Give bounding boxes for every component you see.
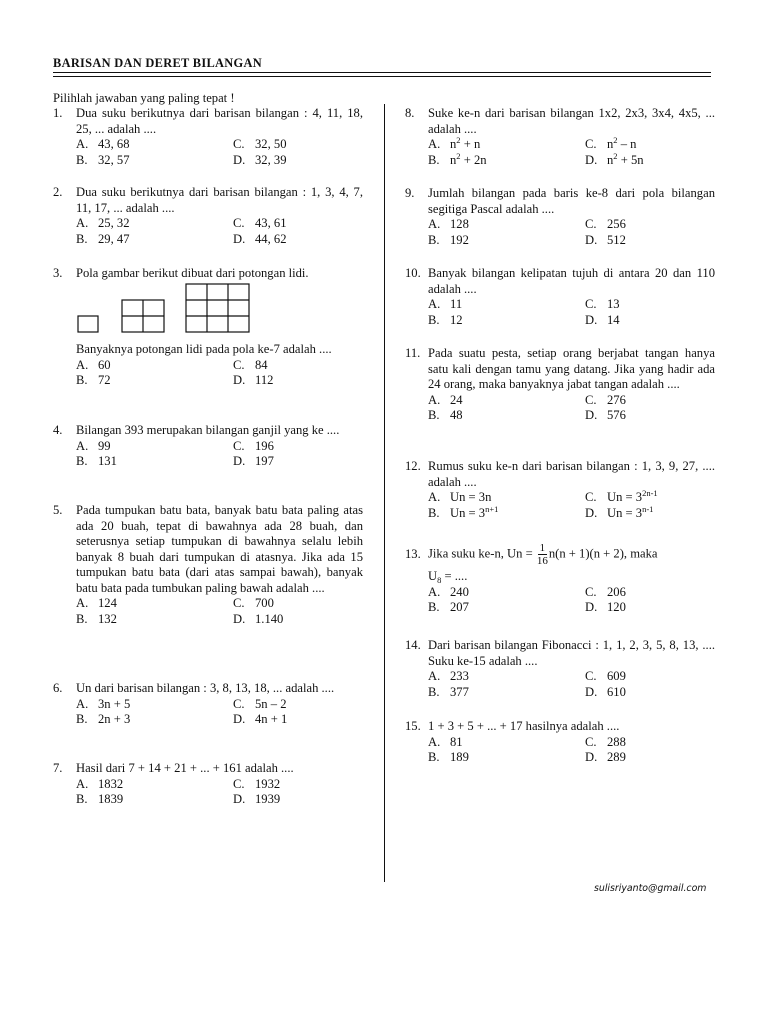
question-number: 2. <box>53 185 63 199</box>
question-number: 12. <box>405 459 421 473</box>
option-a[interactable]: A. 60 <box>76 357 111 372</box>
question-text: Dua suku berikutnya dari barisan bilangan : 1, 3, 4, 7, 11, 17, ... adalah .... <box>76 185 363 215</box>
option-c[interactable]: C. 700 <box>233 596 274 610</box>
option-d[interactable]: D. 610 <box>585 684 626 699</box>
option-d[interactable]: D. 197 <box>233 454 274 468</box>
option-c[interactable]: C. $n^2$ – n <box>585 135 637 151</box>
option-b[interactable]: B. 1839 <box>76 792 124 806</box>
option-c[interactable]: C. 206 <box>585 584 626 599</box>
option-a[interactable]: A. 3n + 5 <box>76 696 131 711</box>
page-title: BARISAN DAN DERET BILANGAN <box>53 56 262 70</box>
option-a[interactable]: A. $n^2 + n$ <box>428 135 481 151</box>
option-a[interactable]: A. 81 <box>428 734 463 749</box>
option-b[interactable]: B. 2n + 3 <box>76 712 131 726</box>
pattern-3-grid <box>186 284 249 332</box>
question-6 <box>53 681 363 728</box>
pattern-1-square <box>78 316 98 332</box>
option-d[interactable]: D. 14 <box>585 312 620 327</box>
option-c[interactable]: C. 32, 50 <box>233 137 287 151</box>
option-a[interactable]: A. 233 <box>428 669 469 683</box>
question-number: 4. <box>53 423 63 437</box>
question-text: Rumus suku ke-n dari barisan bilangan : 1, 3, 9, 27, .... adalah .... <box>428 459 715 489</box>
question-number: 14. <box>405 638 421 652</box>
option-b[interactable]: B. $Un = 3^{n+1}$ <box>428 503 499 520</box>
question-5 <box>53 503 363 627</box>
option-c[interactable]: C. 5n – 2 <box>233 696 287 711</box>
question-10 <box>405 266 715 328</box>
question-text: Pola gambar berikut dibuat dari potongan lidi. <box>76 266 309 280</box>
question-8 <box>405 106 715 168</box>
option-b[interactable]: B. 131 <box>76 454 117 468</box>
option-c[interactable]: C. $Un = 3^{2n-1}$ <box>585 488 658 504</box>
question-text: Banyaknya potongan lidi pada pola ke-7 adalah .... <box>76 342 332 356</box>
question-3-continued <box>53 342 363 389</box>
option-b[interactable]: B. 377 <box>428 684 469 699</box>
option-d[interactable]: D. 576 <box>585 408 626 422</box>
option-b[interactable]: B. 132 <box>76 611 117 626</box>
option-a[interactable]: A. 11 <box>428 297 463 311</box>
option-c[interactable]: C. 288 <box>585 734 626 749</box>
title-divider-double <box>53 76 711 77</box>
question-text: Un dari barisan bilangan : 3, 8, 13, 18, ... adalah .... <box>76 681 335 695</box>
question-number: 5. <box>53 503 63 517</box>
option-c[interactable]: C. 276 <box>585 392 626 407</box>
question-number: 1. <box>53 106 63 120</box>
instruction-text: Pilihlah jawaban yang paling tepat ! <box>53 91 235 105</box>
question-14 <box>405 638 715 700</box>
option-b[interactable]: B. 12 <box>428 312 463 327</box>
option-c[interactable]: C. 196 <box>233 438 274 453</box>
question-3 <box>53 266 363 282</box>
option-b[interactable]: B. 189 <box>428 750 469 764</box>
option-d[interactable]: D. $n^2 + 5n$ <box>585 150 644 167</box>
question-1 <box>53 106 363 168</box>
option-c[interactable]: C. 13 <box>585 297 620 311</box>
question-number: 11. <box>405 346 421 360</box>
option-d[interactable]: D. 512 <box>585 232 626 247</box>
question-text-line2: $U_8$ = .... <box>428 569 468 585</box>
question-number: 6. <box>53 681 63 695</box>
question-number: 8. <box>405 106 415 120</box>
option-b[interactable]: B. 32, 57 <box>76 152 130 167</box>
option-c[interactable]: C. 84 <box>233 357 268 372</box>
option-d[interactable]: D. 44, 62 <box>233 231 287 246</box>
option-d[interactable]: D. 32, 39 <box>233 152 287 167</box>
option-d[interactable]: D. 1.140 <box>233 611 284 626</box>
option-c[interactable]: C. 43, 61 <box>233 216 287 230</box>
question-text: Jumlah bilangan pada baris ke-8 dari pola bilangan segitiga Pascal adalah .... <box>428 186 715 216</box>
fraction: $\frac{1}{16}$ <box>536 542 548 567</box>
option-b[interactable]: B. 192 <box>428 232 469 247</box>
question-13 <box>405 542 715 616</box>
question-7 <box>53 761 363 808</box>
question-number: 3. <box>53 266 63 280</box>
option-c[interactable]: C. 256 <box>585 217 626 231</box>
question-text: 1 + 3 + 5 + ... + 17 hasilnya adalah .... <box>428 719 620 733</box>
question-text: Hasil dari 7 + 14 + 21 + ... + 161 adalah .... <box>76 761 294 775</box>
option-d[interactable]: D. $Un = 3^{n-1}$ <box>585 503 654 520</box>
question-9 <box>405 186 715 248</box>
option-c[interactable]: C. 609 <box>585 669 626 683</box>
option-d[interactable]: D. 112 <box>233 373 274 387</box>
option-a[interactable]: A. 25, 32 <box>76 216 130 230</box>
option-d[interactable]: D. 120 <box>585 600 626 614</box>
question-number: 15. <box>405 719 421 733</box>
matchstick-pattern-figure <box>76 283 251 333</box>
option-b[interactable]: B. 207 <box>428 600 469 614</box>
question-text: Banyak bilangan kelipatan tujuh di antara 20 dan 110 adalah .... <box>428 266 715 296</box>
question-text: Suke ke-n dari barisan bilangan 1x2, 2x3, 3x4, 4x5, ... adalah .... <box>428 106 715 136</box>
option-a[interactable]: A. 240 <box>428 584 469 599</box>
option-d[interactable]: D. 289 <box>585 750 626 764</box>
option-a[interactable]: A. 99 <box>76 438 111 453</box>
option-b[interactable]: B. 72 <box>76 373 111 387</box>
question-number: 9. <box>405 186 415 200</box>
question-number: 13. <box>405 546 421 561</box>
option-b[interactable]: B. 29, 47 <box>76 231 130 246</box>
question-text: Jika suku ke-n, Un = $\frac{1}{16}$ n(n + 1)(n + 2), maka <box>428 542 658 567</box>
question-11 <box>405 346 715 424</box>
option-a[interactable]: A. 128 <box>428 217 469 231</box>
option-a[interactable]: A. 1832 <box>76 776 124 791</box>
question-15 <box>405 719 715 766</box>
option-d[interactable]: D. 4n + 1 <box>233 712 288 726</box>
option-a[interactable]: A. Un = 3n <box>428 490 492 504</box>
question-text: Pada tumpukan batu bata, banyak batu bata paling atas ada 20 buah, tepat di bawahnya ada 28 buah, dan seterusnya setiap tumpukan di bawahnya selalu lebih banyak 8 buah dari tumpukan di atasnya. Jika ada 15 tumpukan batu bata (dari atas sampai bawah), banyak batu bata pada tumbukan paling bawah adalah .... <box>76 503 363 595</box>
question-text: Pada suatu pesta, setiap orang berjabat tangan hanya satu kali dengan tamu yang datang. Jika yang hadir ada 24 orang, maka banyaknya jabat tangan adalah .... <box>428 346 715 391</box>
title-divider <box>53 72 711 73</box>
question-text: Bilangan 393 merupakan bilangan ganjil yang ke .... <box>76 423 340 437</box>
question-text: Dari barisan bilangan Fibonacci : 1, 1, 2, 3, 5, 8, 13, .... Suku ke-15 adalah .... <box>428 638 715 668</box>
question-12 <box>405 459 715 521</box>
option-c[interactable]: C. 1932 <box>233 776 281 791</box>
question-text: Dua suku berikutnya dari barisan bilangan : 4, 11, 18, 25, ... adalah .... <box>76 106 363 136</box>
pattern-2-grid <box>122 300 164 332</box>
author-email: sulisriyanto@gmail.com <box>594 883 707 894</box>
option-a[interactable]: A. 124 <box>76 596 117 610</box>
option-b[interactable]: B. $n^2 + 2n$ <box>428 150 487 167</box>
column-divider <box>384 104 385 882</box>
option-a[interactable]: A. 24 <box>428 392 463 407</box>
question-2 <box>53 185 363 247</box>
question-4 <box>53 423 363 470</box>
question-number: 7. <box>53 761 63 775</box>
option-d[interactable]: D. 1939 <box>233 792 281 806</box>
option-a[interactable]: A. 43, 68 <box>76 137 130 151</box>
question-number: 10. <box>405 266 421 280</box>
option-b[interactable]: B. 48 <box>428 408 463 422</box>
